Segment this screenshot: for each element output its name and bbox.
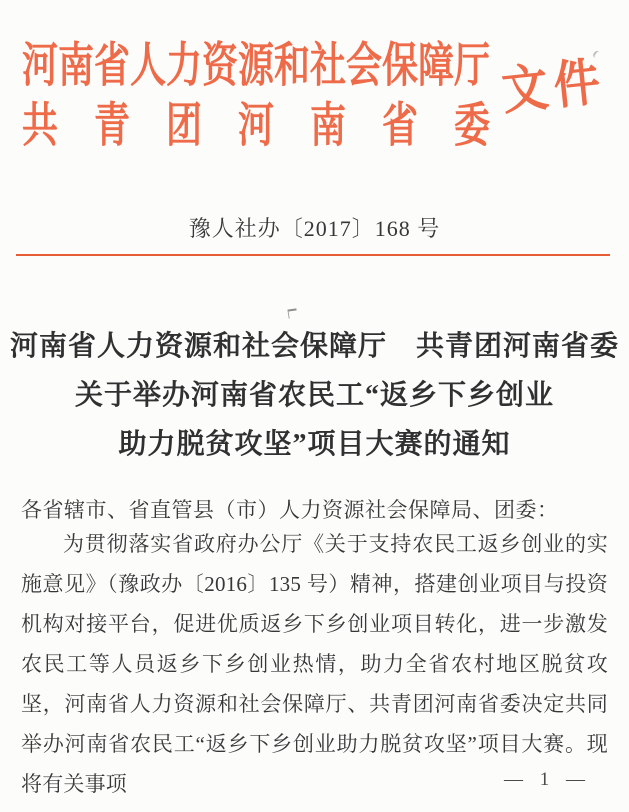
letterhead-agency-line2: 共青团河南省委 — [22, 99, 490, 153]
scan-artifact-mid — [287, 308, 297, 318]
notice-title-line3: 助力脱贫攻坚”项目大赛的通知 — [118, 429, 511, 460]
document-reference-number: 豫人社办〔2017〕168 号 — [188, 216, 441, 241]
letterhead-document-word: 文件 — [499, 52, 609, 121]
letterhead-agency-line1: 河南省人力资源和社会保障厅 — [22, 39, 491, 93]
page-number: — 1 — — [504, 769, 587, 790]
notice-title-line2: 关于举办河南省农民工“返乡下乡创业 — [74, 380, 554, 411]
letterhead-divider-rule — [16, 254, 610, 256]
body-paragraph-1: 为贯彻落实省政府办公厅《关于支持农民工返乡创业的实施意见》（豫政办〔2016〕135 号）精神，搭建创业项目与投资机构对接平台，促进优质返乡下乡创业项目转化，进一步激发农民工等人员返乡下乡创业热情，助力全省农村地区脱贫攻坚，河南省人力资源和社会保障厅、共青团河南省委决定共同举办河南省农民工“返乡下乡创业助力脱贫攻坚”项目大赛。现将有关事项 — [21, 532, 608, 796]
notice-title-line1: 河南省人力资源和社会保障厅 共青团河南省委 — [9, 331, 619, 362]
notice-title — [0, 322, 629, 469]
addressee-line: 各省辖市、省直管县（市）人力资源社会保障局、团委： — [21, 498, 559, 522]
